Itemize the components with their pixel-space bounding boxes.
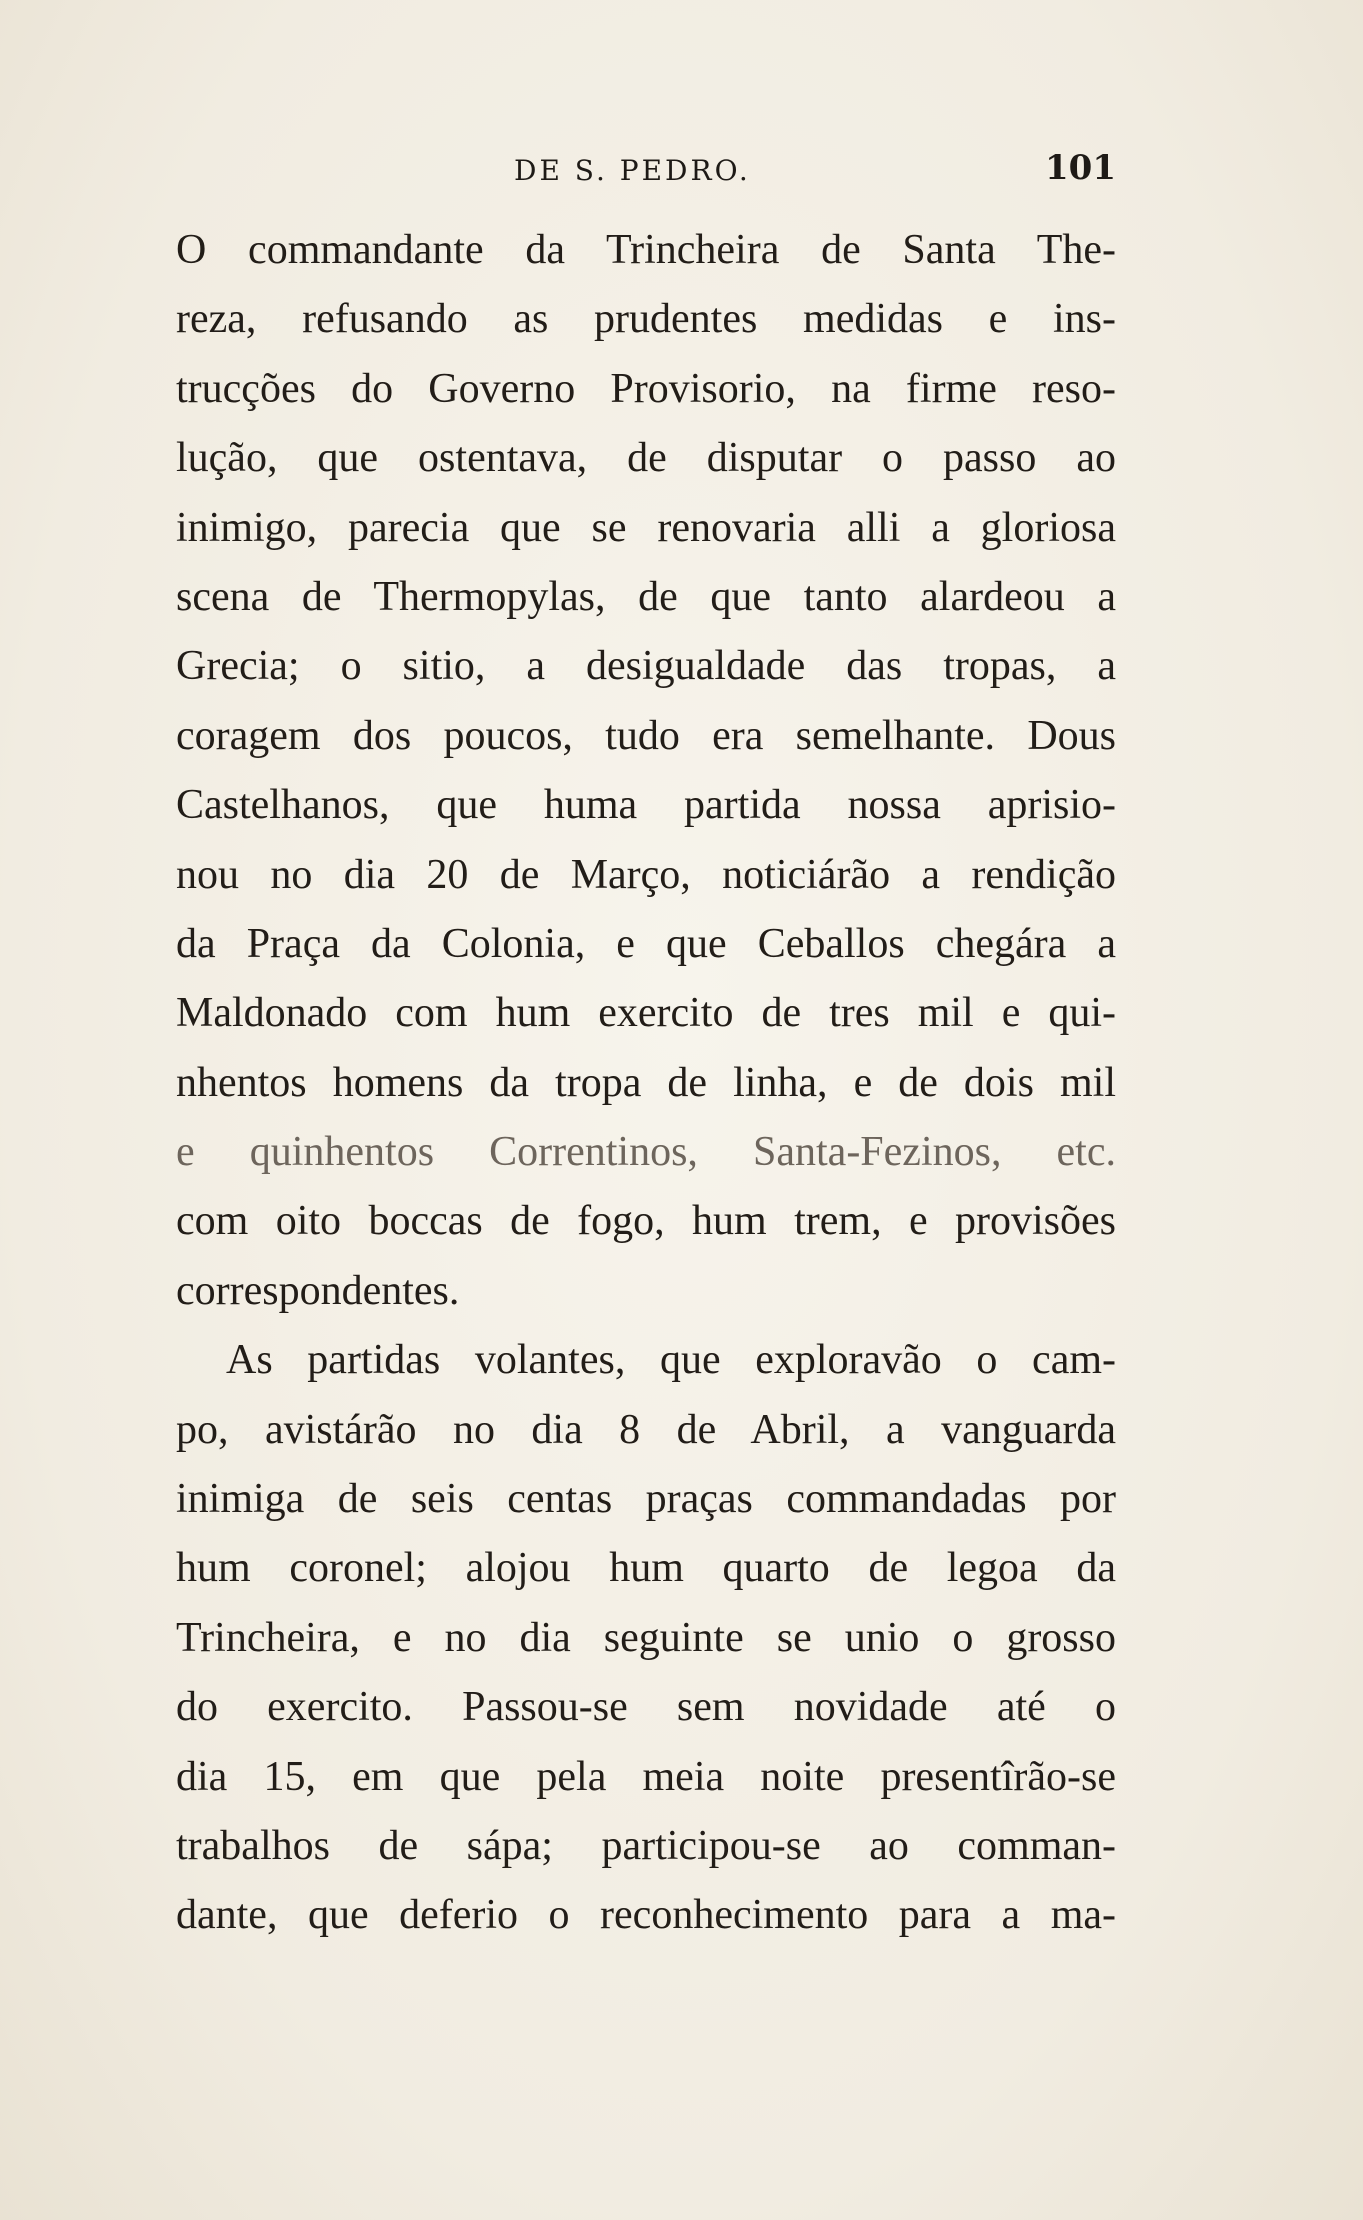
text-line: coragem dos poucos, tudo era semelhante. Dous bbox=[176, 712, 1116, 759]
text-line: inimiga de seis centas praças commandadas por bbox=[176, 1476, 1116, 1523]
text-line: Grecia; o sitio, a desigualdade das tropas, a bbox=[176, 643, 1116, 690]
text-line: nou no dia 20 de Março, noticiárão a rendição bbox=[176, 851, 1116, 898]
text-line: Castelhanos, que huma partida nossa aprisio- bbox=[176, 782, 1116, 829]
text-line: Maldonado com hum exercito de tres mil e qui- bbox=[176, 990, 1116, 1037]
text-line: reza, refusando as prudentes medidas e ins- bbox=[176, 296, 1116, 343]
text-line: e quinhentos Correntinos, Santa-Fezinos, etc. bbox=[176, 1129, 1116, 1176]
text-line: da Praça da Colonia, e que Ceballos chegára a bbox=[176, 920, 1116, 967]
text-line: lução, que ostentava, de disputar o passo ao bbox=[176, 435, 1116, 482]
page-number: 101 bbox=[1045, 148, 1116, 188]
text-line: com oito boccas de fogo, hum trem, e provisões bbox=[176, 1198, 1116, 1245]
text-line: correspondentes. bbox=[176, 1267, 460, 1314]
text-line: Trincheira, e no dia seguinte se unio o grosso bbox=[176, 1614, 1116, 1661]
text-line: scena de Thermopylas, de que tanto alardeou a bbox=[176, 573, 1116, 620]
text-line: inimigo, parecia que se renovaria alli a gloriosa bbox=[176, 504, 1116, 551]
text-line: dia 15, em que pela meia noite presentîrão-se bbox=[176, 1753, 1116, 1800]
running-title: DE S. PEDRO. bbox=[514, 154, 751, 187]
text-line: nhentos homens da tropa de linha, e de dois mil bbox=[176, 1059, 1116, 1106]
text-line: trabalhos de sápa; participou-se ao comman- bbox=[176, 1822, 1116, 1869]
page-header bbox=[176, 148, 1116, 198]
text-line: O commandante da Trincheira de Santa The- bbox=[176, 227, 1116, 273]
text-line: hum coronel; alojou hum quarto de legoa da bbox=[176, 1545, 1116, 1592]
text-line: dante, que deferio o reconhecimento para a ma- bbox=[176, 1892, 1116, 1939]
text-line: po, avistárão no dia 8 de Abril, a vanguarda bbox=[176, 1406, 1116, 1453]
text-line: trucções do Governo Provisorio, na firme reso- bbox=[176, 365, 1116, 412]
text-line: As partidas volantes, que exploravão o cam- bbox=[226, 1337, 1116, 1384]
text-line: do exercito. Passou-se sem novidade até o bbox=[176, 1684, 1116, 1731]
body-text bbox=[176, 216, 1116, 1951]
